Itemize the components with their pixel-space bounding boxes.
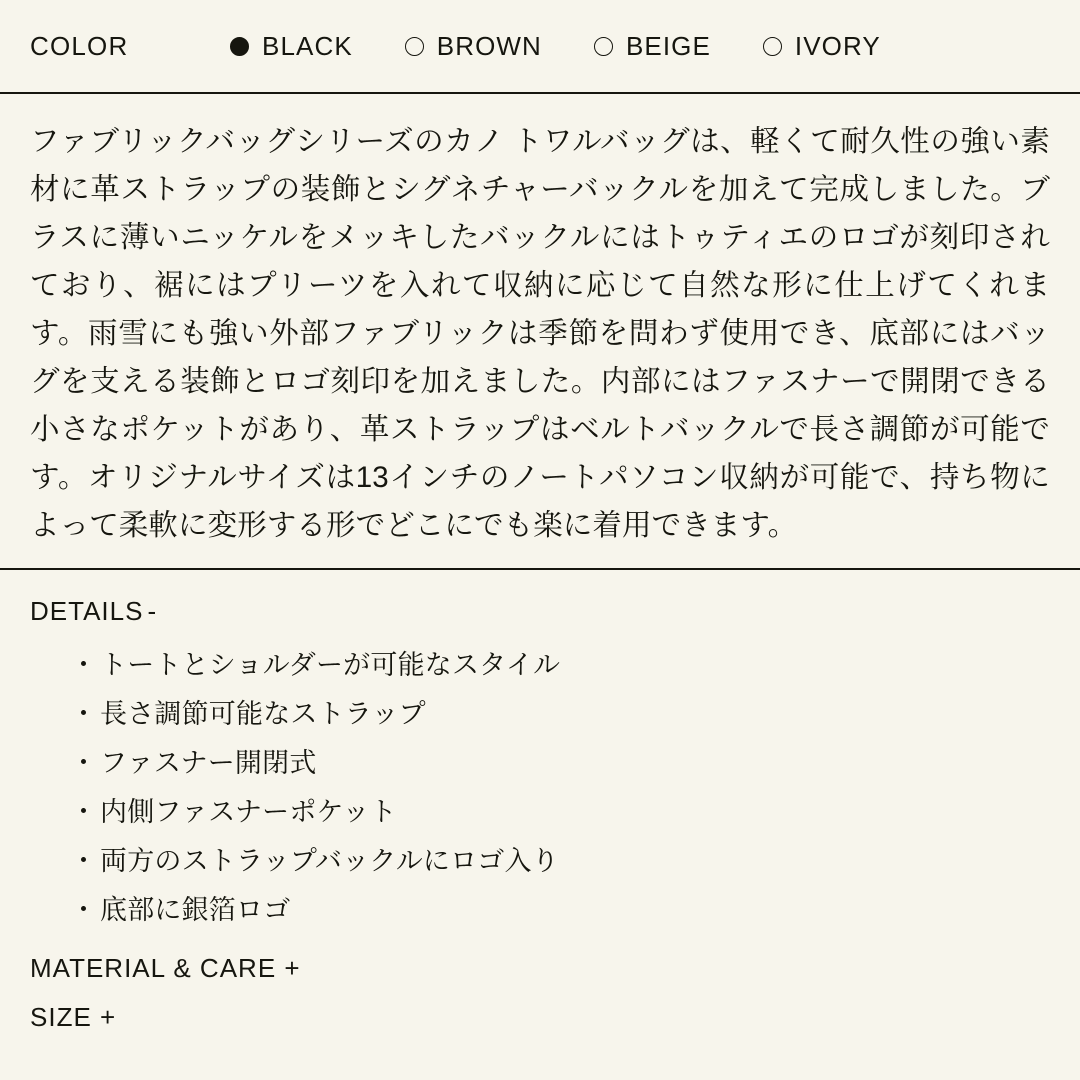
product-description	[0, 94, 1080, 568]
color-option-black[interactable]	[230, 31, 353, 62]
color-option-label: BROWN	[436, 30, 542, 61]
color-options	[230, 31, 933, 62]
color-option-beige[interactable]	[594, 31, 711, 62]
list-item: ・ 内側ファスナーポケット	[74, 788, 1050, 837]
color-option-ivory[interactable]	[763, 31, 881, 62]
list-item: ・ トートとショルダーが可能なスタイル	[74, 641, 1050, 690]
color-option-label: BLACK	[262, 30, 353, 61]
radio-selected-icon[interactable]	[230, 37, 249, 56]
product-description-text: ファブリックバッグシリーズのカノ トワルバッグは、軽くて耐久性の強い素材に革ストラップの装飾とシグネチャーバックルを加えて完成しました。ブラスに薄いニッケルをメッキしたバックルにはトゥティエのロゴが刻印されており、裾にはプリーツを入れて収納に応じて自然な形に仕上げてくれます。雨雪にも強い外部ファブリックは季節を問わず使用でき、底部にはバッグを支える装飾とロゴ刻印を加えました。内部にはファスナーで開閉できる小さなポケットがあり、革ストラップはベルトバックルで長さ調節が可能です。オリジナルサイズは13インチのノートパソコン収納が可能で、持ち物によって柔軟に変形する形でどこにでも楽に着用できます。	[30, 125, 1050, 542]
accordion-material-care-title: MATERIAL & CARE	[30, 953, 277, 983]
accordion-details-header[interactable]	[30, 596, 1050, 627]
accordion-details-list	[30, 641, 1050, 935]
color-option-brown[interactable]	[405, 31, 542, 62]
accordion-material-care-toggle-icon[interactable]: +	[284, 953, 301, 983]
accordion-details-title: DETAILS	[30, 596, 144, 626]
color-selector	[0, 0, 1080, 92]
color-option-label: IVORY	[794, 30, 881, 61]
list-item: ・ 長さ調節可能なストラップ	[74, 690, 1050, 739]
accordion-section	[0, 570, 1080, 1080]
color-label: COLOR	[30, 30, 129, 61]
list-item: ・ ファスナー開閉式	[74, 739, 1050, 788]
accordion-details-toggle-icon[interactable]: -	[147, 596, 158, 626]
radio-unselected-icon[interactable]	[405, 37, 424, 56]
radio-unselected-icon[interactable]	[763, 37, 782, 56]
accordion-size-header[interactable]	[30, 1002, 1050, 1033]
list-item: ・ 両方のストラップバックルにロゴ入り	[74, 837, 1050, 886]
accordion-material-care-header[interactable]	[30, 953, 1050, 984]
radio-unselected-icon[interactable]	[594, 37, 613, 56]
accordion-size-toggle-icon[interactable]: +	[100, 1002, 117, 1032]
accordion-size-title: SIZE	[30, 1002, 92, 1032]
color-option-label: BEIGE	[625, 30, 711, 61]
list-item: ・ 底部に銀箔ロゴ	[74, 886, 1050, 935]
